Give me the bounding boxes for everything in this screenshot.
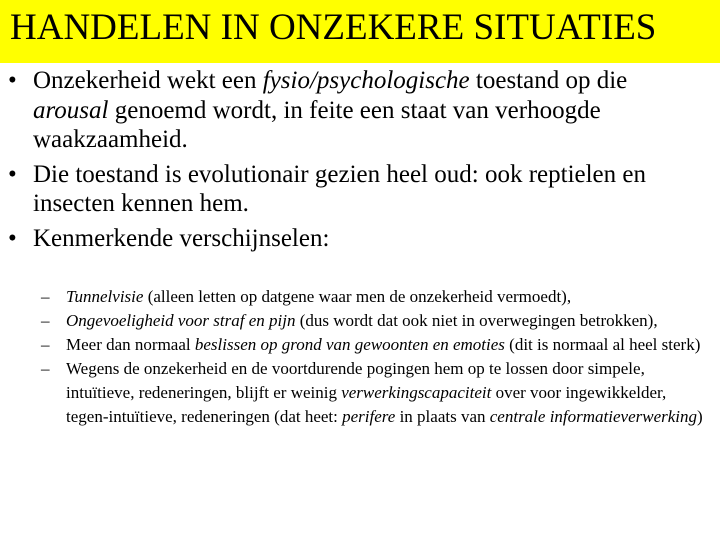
bullet-phenomena: • Kenmerkende verschijnselen: — [8, 224, 330, 252]
bullet-mark: • — [8, 160, 17, 188]
dash-mark: – — [41, 311, 50, 330]
sub-item-gewoonten: – Meer dan normaal beslissen op grond van gewoonten en emoties (dit is normaal al heel sterk) — [0, 333, 720, 357]
dash-mark: – — [41, 287, 50, 306]
sub-item-ongevoeligheid: – Ongevoeligheid voor straf en pijn (dus wordt dat ook niet in overwegingen betrokken), — [0, 309, 720, 333]
dash-mark: – — [41, 335, 50, 354]
sub-item-tunnelvisie: – Tunnelvisie (alleen letten op datgene waar men de onzekerheid vermoedt), — [0, 285, 720, 309]
dash-mark: – — [41, 359, 50, 378]
sub-item-verwerking: – Wegens de onzekerheid en de voortdurende pogingen hem op te lossen door simpele, intuïtieve, redeneringen, blijft er weinig verwerkingscapaciteit over voor ingewikkelder, tegen-intuïtieve, redeneringen (dat heet: perifere in plaats van centrale informatieverwerking) — [41, 359, 703, 426]
sub-bullet-list — [0, 285, 720, 429]
bullet-evolution: • Die toestand is evolutionair gezien heel oud: ook reptielen en insecten kennen hem. — [8, 160, 647, 217]
bullet-mark: • — [8, 224, 17, 252]
bullet-arousal: • Onzekerheid wekt een fysio/psychologische toestand op die arousal genoemd wordt, in feite een staat van verhoogde waakzaamheid. — [8, 67, 628, 153]
bullet-list — [0, 66, 720, 258]
slide-title: HANDELEN IN ONZEKERE SITUATIES — [10, 7, 657, 48]
bullet-mark: • — [8, 67, 17, 94]
